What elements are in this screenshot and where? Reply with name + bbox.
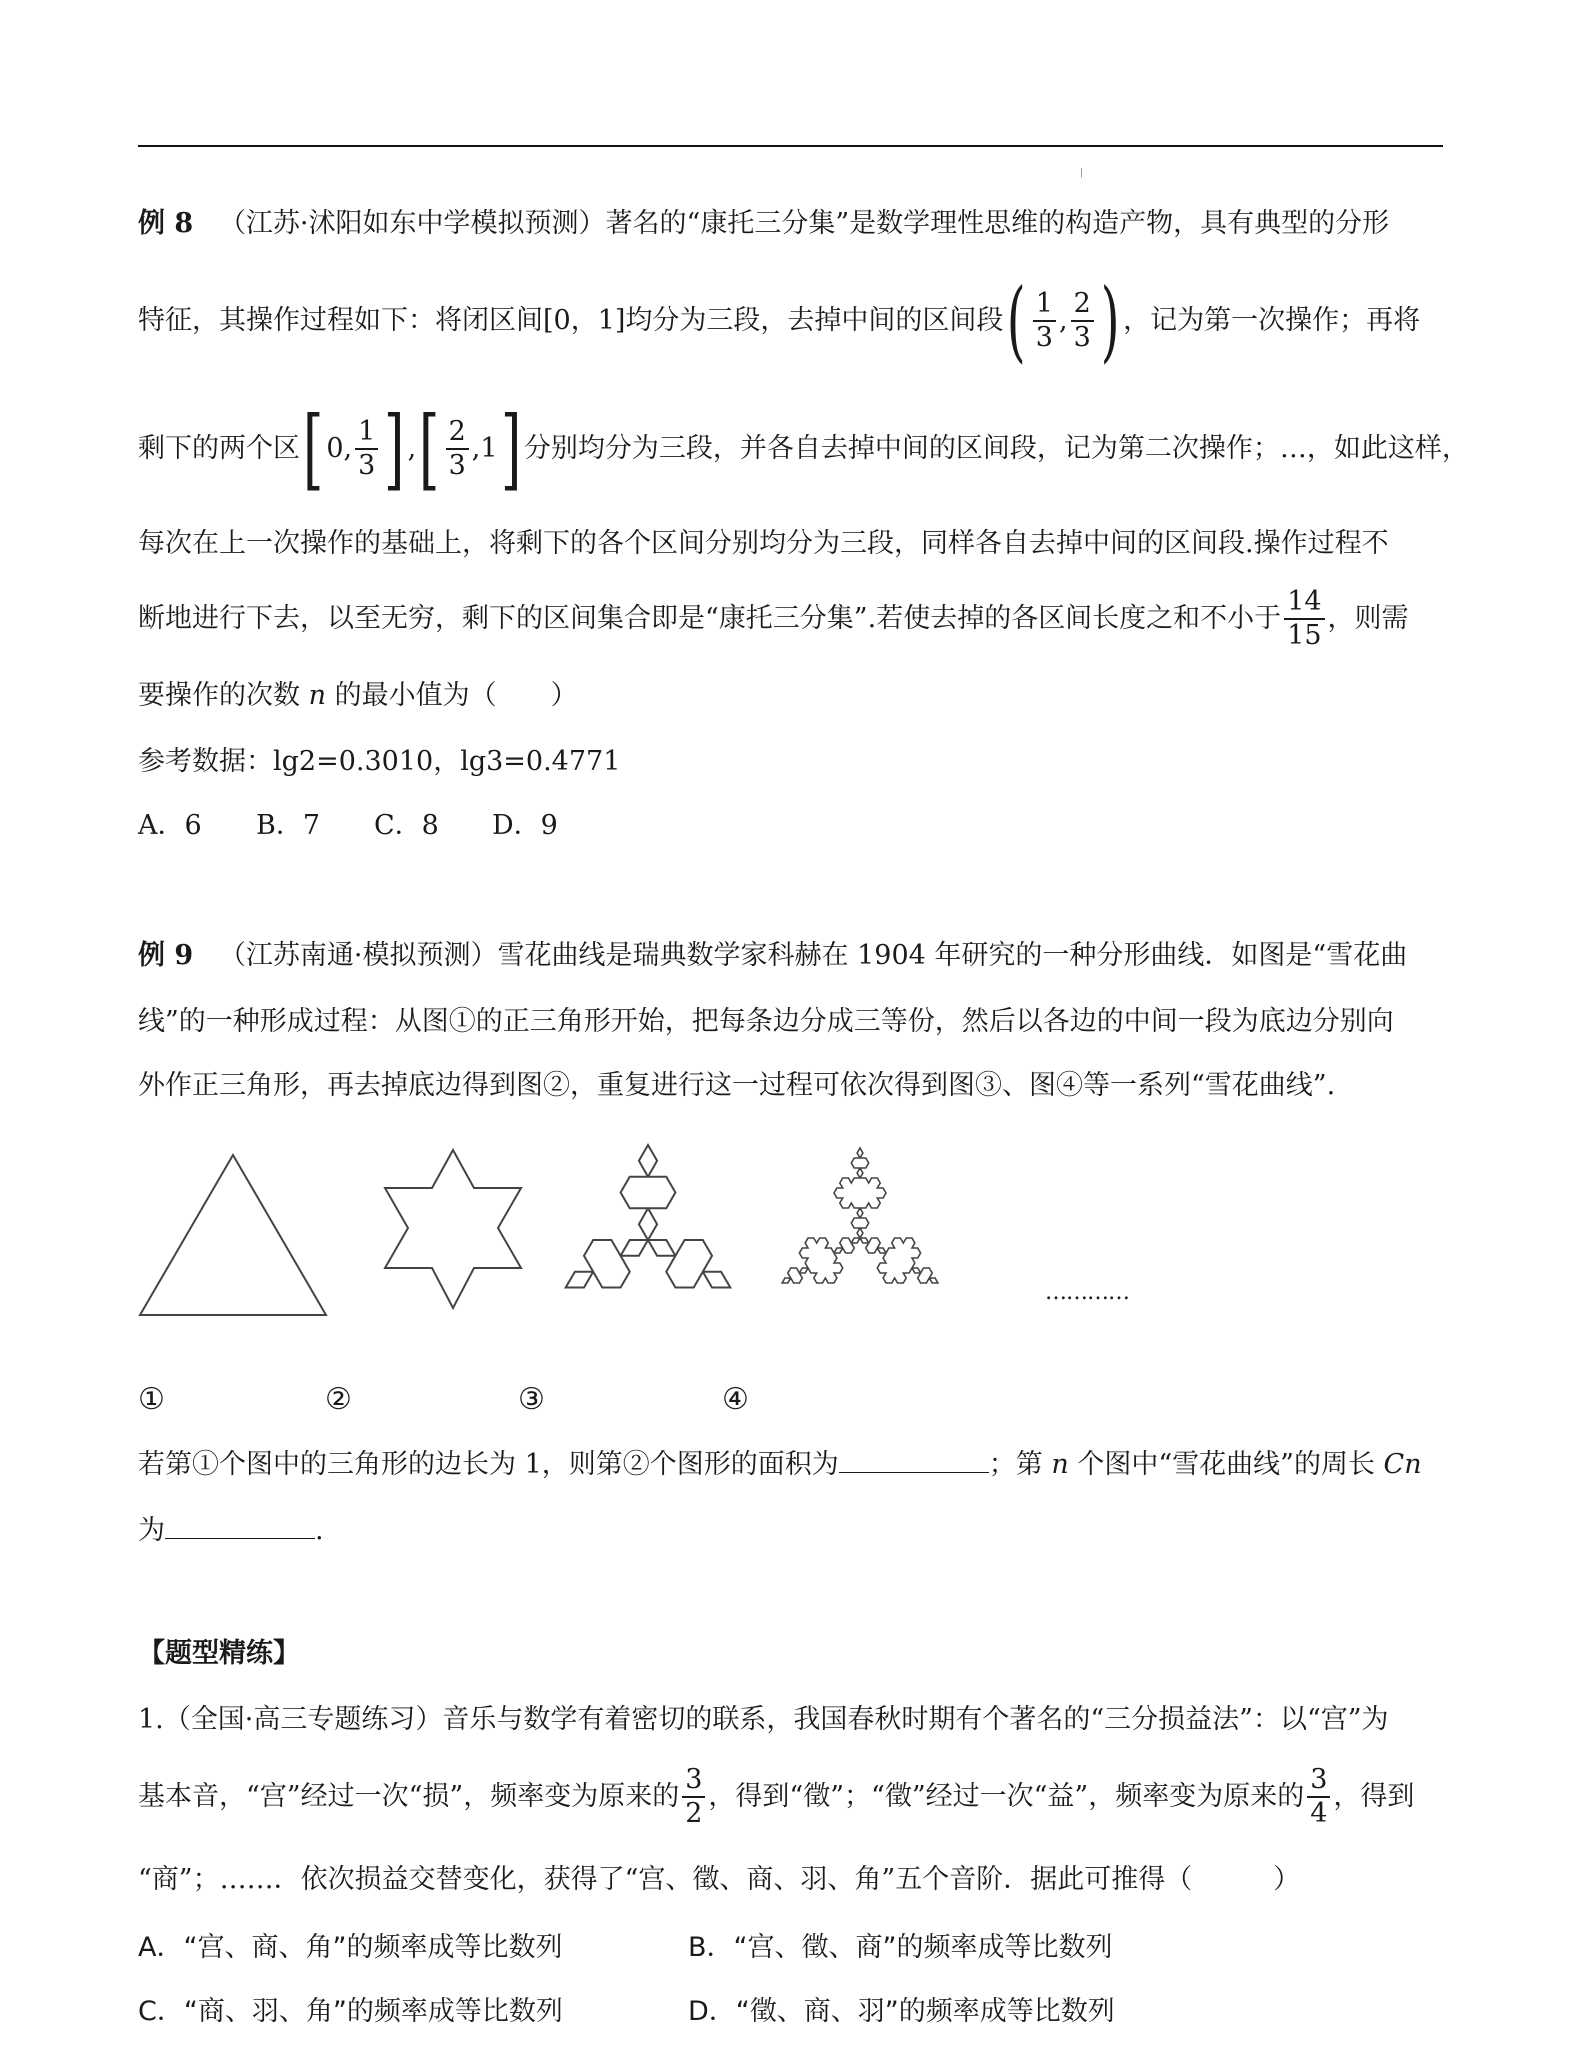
ex8-text-1: （江苏·沭阳如东中学模拟预测）著名的“康托三分集”是数学理性思维的构造产物，具有典型的分形 [218, 208, 1390, 239]
practice-text-2c: ，得到 [1333, 1780, 1415, 1812]
fraction-2-3: $\frac{2}{3}$ [1071, 290, 1094, 353]
ex8-line-3: 剩下的两个区[ 0, $\frac{1}{3}$ ] ,[ $\frac{2}{3}$ ,1] 分别均分为三段，并各自去掉中间的区间段，记为第二次操作；…，如此这样， [138, 397, 1469, 501]
ellipsis-dots: ………… [1045, 1280, 1129, 1305]
choice-a[interactable]: A．6 [138, 810, 202, 841]
ex9-q1-text-b: ；第 [988, 1449, 1043, 1480]
ex8-line-2: 特征，其操作过程如下：将闭区间[0，1]均分为三段，去掉中间的区间段( $\frac{1}{3}$ , $\frac{2}{3}$ ) ，记为第一次操作；再将 [138, 269, 1421, 373]
ex9-question-2 [138, 1514, 1448, 1544]
fraction-14-15: $\frac{14}{15}$ [1284, 588, 1324, 651]
ex9-label: 例 9 [138, 940, 194, 971]
var-cn: Cn [1383, 1449, 1422, 1480]
ex9-line-3: 外作正三角形，再去掉底边得到图②，重复进行这一过程可依次得到图③、图④等一系列“雪花曲线”. [138, 1070, 1336, 1101]
ex8-line-4: 每次在上一次操作的基础上，将剩下的各个区间分别均分为三段，同样各自去掉中间的区间段.操作过程不 [138, 528, 1389, 559]
figure-4-koch [782, 1148, 938, 1283]
ex9-text-1: （江苏南通·模拟预测）雪花曲线是瑞典数学家科赫在 1904 年研究的一种分形曲线．如图是“雪花曲 [218, 940, 1408, 971]
figure-label-3: ③ [518, 1382, 545, 1417]
ex8-label: 例 8 [138, 208, 194, 239]
choice-c[interactable]: C．8 [374, 810, 439, 841]
interval-comma: , [407, 432, 417, 464]
ex9-q2-text-a: 为 [138, 1515, 165, 1546]
ex8-text-5a: 断地进行下去，以至无穷，剩下的区间集合即是“康托三分集”.若使去掉的各区间长度之和不小于 [138, 602, 1282, 634]
figure-2-star [385, 1150, 521, 1308]
practice-line-1: 1.（全国·高三专题练习）音乐与数学有着密切的联系，我国春秋时期有个著名的“三分损益法”：以“宫”为 [138, 1704, 1389, 1735]
practice-text-2a: 基本音，“宫”经过一次“损”，频率变为原来的 [138, 1780, 680, 1812]
snowflake-figures [130, 1140, 1130, 1380]
practice-choice-b[interactable]: B．“宫、徵、商”的频率成等比数列 [688, 1932, 1113, 1963]
ex9-q1-text-c: 个图中“雪花曲线”的周长 [1077, 1449, 1375, 1480]
ex8-text-2a: 特征，其操作过程如下：将闭区间[0，1]均分为三段，去掉中间的区间段 [138, 304, 1004, 336]
ex8-text-3a: 剩下的两个区 [138, 432, 300, 464]
practice-choice-a[interactable]: A．“宫、商、角”的频率成等比数列 [138, 1932, 563, 1963]
figure-3-koch [566, 1145, 731, 1288]
ex8-text-6a: 要操作的次数 [138, 680, 300, 711]
practice-line-3: “商”；……．依次损益交替变化，获得了“宫、徵、商、羽、角”五个音阶．据此可推得（ ） [138, 1864, 1301, 1895]
answer-blank-2[interactable] [165, 1514, 315, 1539]
ex9-line-1 [138, 942, 1448, 969]
figure-label-4: ④ [722, 1382, 749, 1417]
ex8-text-2b: ，记为第一次操作；再将 [1123, 304, 1421, 336]
interval-1-start: 0, [326, 432, 353, 464]
header-rule [138, 145, 1443, 147]
ex8-line-6 [138, 682, 1448, 709]
ex9-q1-text-a: 若第①个图中的三角形的边长为 1，则第②个图形的面积为 [138, 1449, 839, 1480]
figure-1-triangle [140, 1155, 326, 1315]
fraction-1-3-b: $\frac{1}{3}$ [355, 418, 378, 481]
practice-choice-c[interactable]: C．“商、羽、角”的频率成等比数列 [138, 1996, 563, 2027]
choice-b[interactable]: B．7 [256, 810, 321, 841]
ex8-text-6b: 的最小值为（ ） [334, 680, 578, 711]
ex8-line-5 [138, 588, 1448, 651]
practice-heading: 【题型精练】 [138, 1638, 300, 1669]
interval-2-end: ,1 [471, 432, 498, 464]
practice-line-2 [138, 1766, 1448, 1829]
figure-label-2: ② [325, 1382, 352, 1417]
fraction-3-2: $\frac{3}{2}$ [682, 1766, 705, 1829]
ex9-line-2: 线”的一种形成过程：从图①的正三角形开始，把每条边分成三等份，然后以各边的中间一段为底边分别向 [138, 1006, 1394, 1037]
figure-label-1: ① [138, 1382, 165, 1417]
ex8-text-5b: ，则需 [1327, 602, 1409, 634]
close-paren: ) [1100, 269, 1120, 373]
fraction-2-3-b: $\frac{2}{3}$ [446, 418, 469, 481]
var-n-2: n [1051, 1449, 1069, 1480]
ex8-reference: 参考数据：lg2=0.3010，lg3=0.4771 [138, 746, 621, 777]
ex8-choices [138, 812, 1448, 839]
ex9-q2-text-b: . [315, 1515, 324, 1546]
ex8-line-1 [138, 210, 1448, 237]
practice-text-2b: ，得到“徵”；“徵”经过一次“益”，频率变为原来的 [708, 1780, 1305, 1812]
open-paren: ( [1007, 269, 1027, 373]
fraction-3-4: $\frac{3}{4}$ [1307, 1766, 1330, 1829]
ex9-question-1 [138, 1448, 1448, 1478]
choice-d[interactable]: D．9 [492, 810, 558, 841]
fraction-1-3: $\frac{1}{3}$ [1033, 290, 1056, 353]
practice-choice-d[interactable]: D．“徵、商、羽”的频率成等比数列 [688, 1996, 1115, 2027]
var-n: n [308, 680, 326, 711]
ex8-text-3b: 分别均分为三段，并各自去掉中间的区间段，记为第二次操作；…，如此这样， [523, 432, 1469, 464]
header-mark: | [1080, 168, 1084, 178]
answer-blank-1[interactable] [839, 1448, 989, 1473]
